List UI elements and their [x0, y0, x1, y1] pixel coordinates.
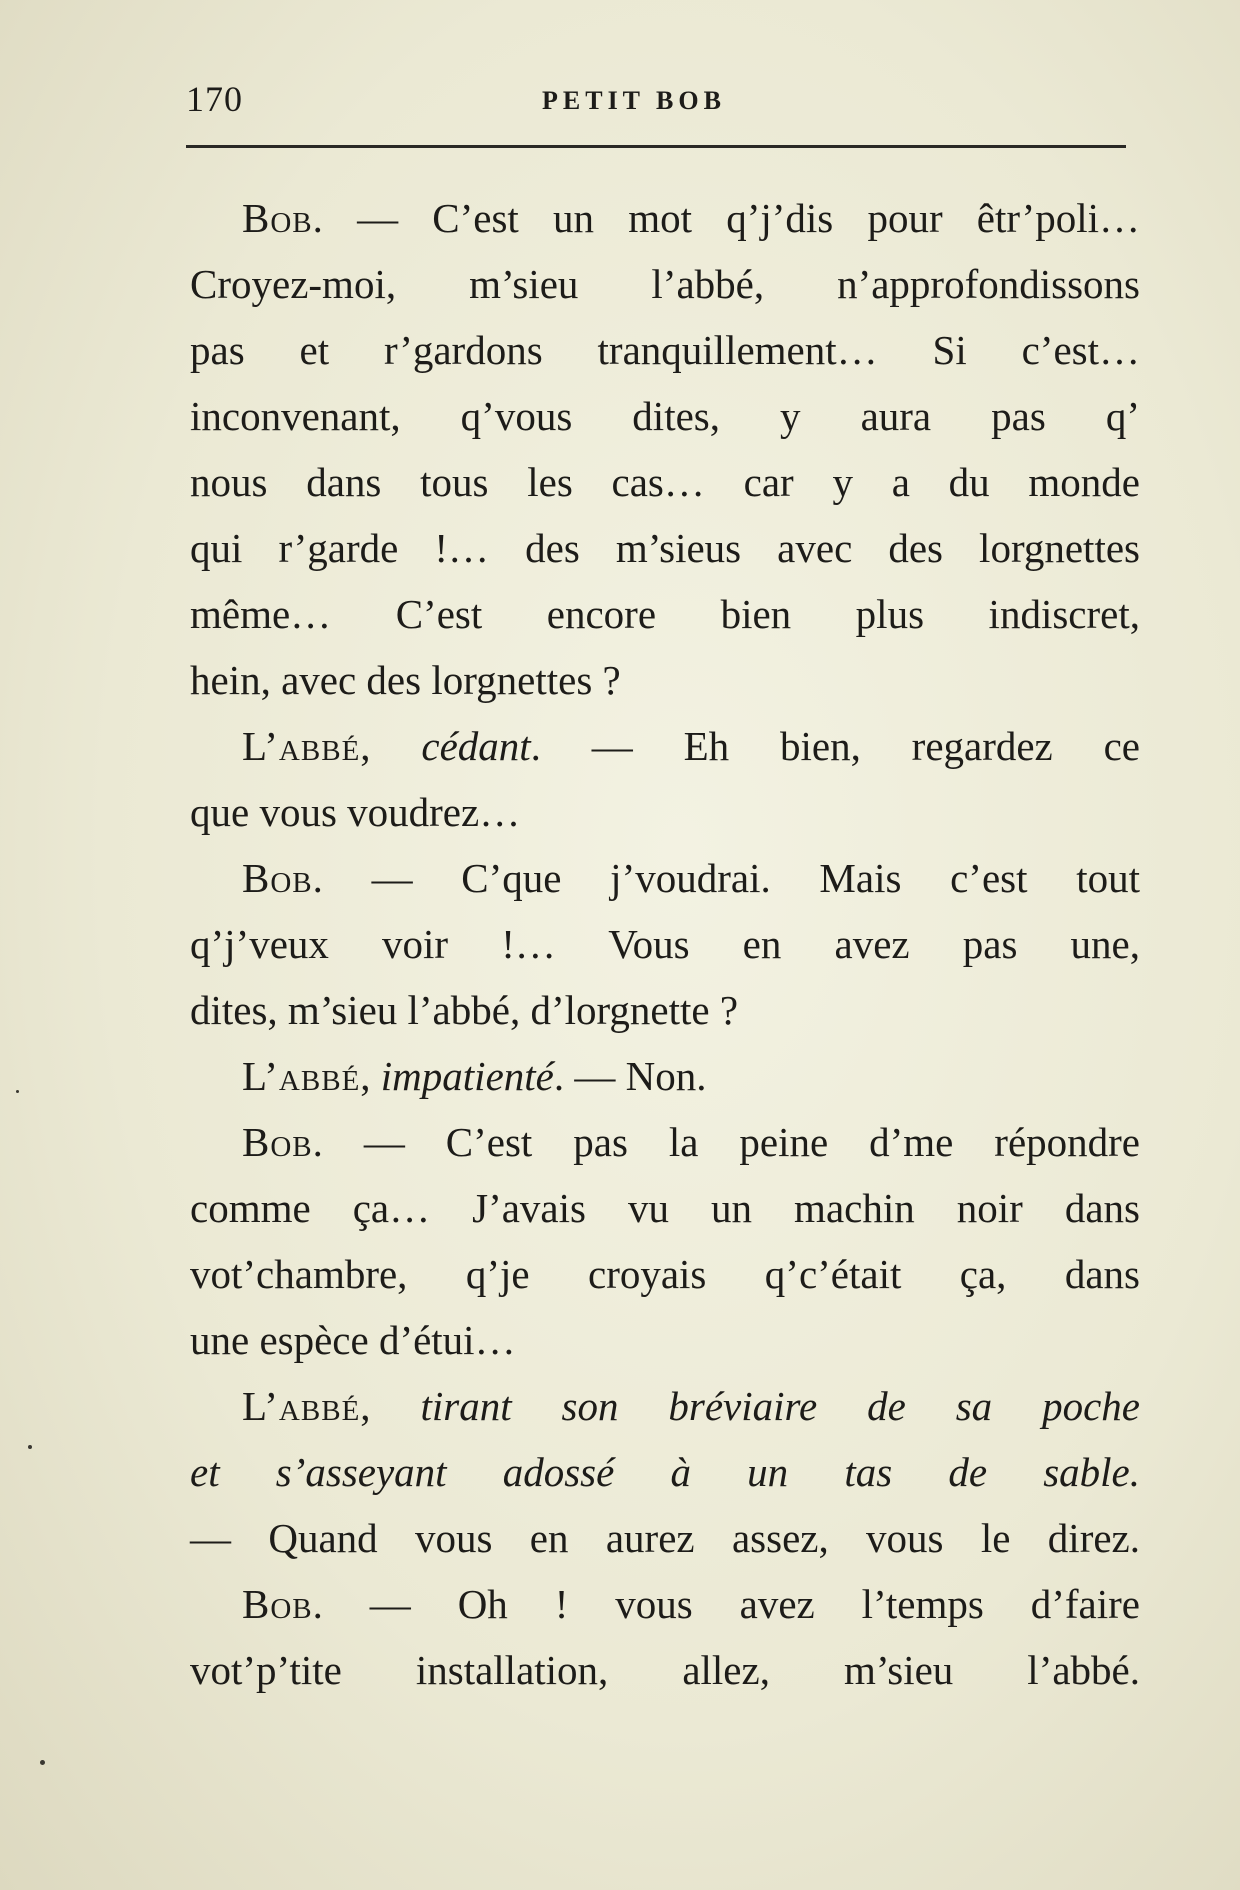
- line-text: une espèce d’étui…: [190, 1317, 516, 1363]
- line-text: . — C’est un mot q’j’dis pour êtr’poli…: [312, 195, 1140, 241]
- line-text: que vous voudrez…: [190, 789, 521, 835]
- dialogue-text: [190, 185, 1140, 1703]
- text-line: [190, 581, 1140, 647]
- text-line: [190, 845, 1140, 911]
- line-text: Croyez-moi, m’sieu l’abbé, n’approfondissons: [190, 261, 1140, 307]
- text-line: [190, 515, 1140, 581]
- running-title: PETIT BOB: [542, 86, 726, 115]
- text-line: [190, 1109, 1140, 1175]
- speaker-name: L’abbé: [242, 723, 361, 769]
- line-text: . — C’que j’voudrai. Mais c’est tout: [312, 855, 1140, 901]
- text-line: [190, 449, 1140, 515]
- speaker-name: L’abbé: [242, 1053, 361, 1099]
- line-text: q’j’veux voir !… Vous en avez pas une,: [190, 921, 1140, 967]
- text-line: [190, 977, 1140, 1043]
- text-line: [190, 647, 1140, 713]
- paper-speck: [40, 1760, 45, 1765]
- paper-speck: [28, 1445, 32, 1449]
- line-text: . — Eh bien, regardez ce: [530, 723, 1140, 769]
- stage-direction: impatienté: [380, 1053, 554, 1099]
- text-line: [190, 251, 1140, 317]
- line-text: comme ça… J’avais vu un machin noir dans: [190, 1185, 1140, 1231]
- text-line: [190, 1505, 1140, 1571]
- text-line: [190, 1175, 1140, 1241]
- line-text: vot’p’tite installation, allez, m’sieu l’abbé.: [190, 1647, 1140, 1693]
- line-text: inconvenant, q’vous dites, y aura pas q’: [190, 393, 1140, 439]
- line-text: dites, m’sieu l’abbé, d’lorgnette ?: [190, 987, 739, 1033]
- line-text: — Quand vous en aurez assez, vous le direz.: [190, 1515, 1140, 1561]
- line-text: ,: [360, 1053, 381, 1099]
- speaker-name: Bob: [242, 1581, 313, 1627]
- text-line: [190, 1241, 1140, 1307]
- text-line: [190, 185, 1140, 251]
- line-text: ,: [360, 1383, 421, 1429]
- line-text: nous dans tous les cas… car y a du monde: [190, 459, 1140, 505]
- speaker-name: Bob: [242, 1119, 313, 1165]
- page-header: [186, 78, 1126, 128]
- text-line: [190, 1571, 1140, 1637]
- text-line: [190, 1637, 1140, 1703]
- text-line: [190, 1043, 1140, 1109]
- line-text: même… C’est encore bien plus indiscret,: [190, 591, 1140, 637]
- text-line: [190, 779, 1140, 845]
- speaker-name: L’abbé: [242, 1383, 361, 1429]
- text-line: [190, 911, 1140, 977]
- line-text: qui r’garde !… des m’sieus avec des lorgnettes: [190, 525, 1140, 571]
- line-text: . — Non.: [553, 1053, 707, 1099]
- text-line: [190, 1307, 1140, 1373]
- text-line: [190, 1373, 1140, 1439]
- stage-direction: tirant son bréviaire de sa poche: [420, 1383, 1141, 1429]
- stage-direction: et s’asseyant adossé à un tas de sable.: [190, 1449, 1140, 1495]
- line-text: vot’chambre, q’je croyais q’c’était ça, dans: [190, 1251, 1140, 1297]
- stage-direction: cédant: [421, 723, 531, 769]
- header-rule: [186, 145, 1126, 148]
- line-text: pas et r’gardons tranquillement… Si c’est…: [190, 327, 1140, 373]
- text-line: [190, 713, 1140, 779]
- line-text: . — C’est pas la peine d’me répondre: [312, 1119, 1140, 1165]
- paper-speck: [16, 1090, 19, 1093]
- line-text: hein, avec des lorgnettes ?: [190, 657, 621, 703]
- line-text: ,: [360, 723, 422, 769]
- line-text: . — Oh ! vous avez l’temps d’faire: [312, 1581, 1140, 1627]
- text-line: [190, 1439, 1140, 1505]
- text-line: [190, 317, 1140, 383]
- page-number: 170: [186, 79, 243, 119]
- speaker-name: Bob: [242, 195, 313, 241]
- text-line: [190, 383, 1140, 449]
- speaker-name: Bob: [242, 855, 313, 901]
